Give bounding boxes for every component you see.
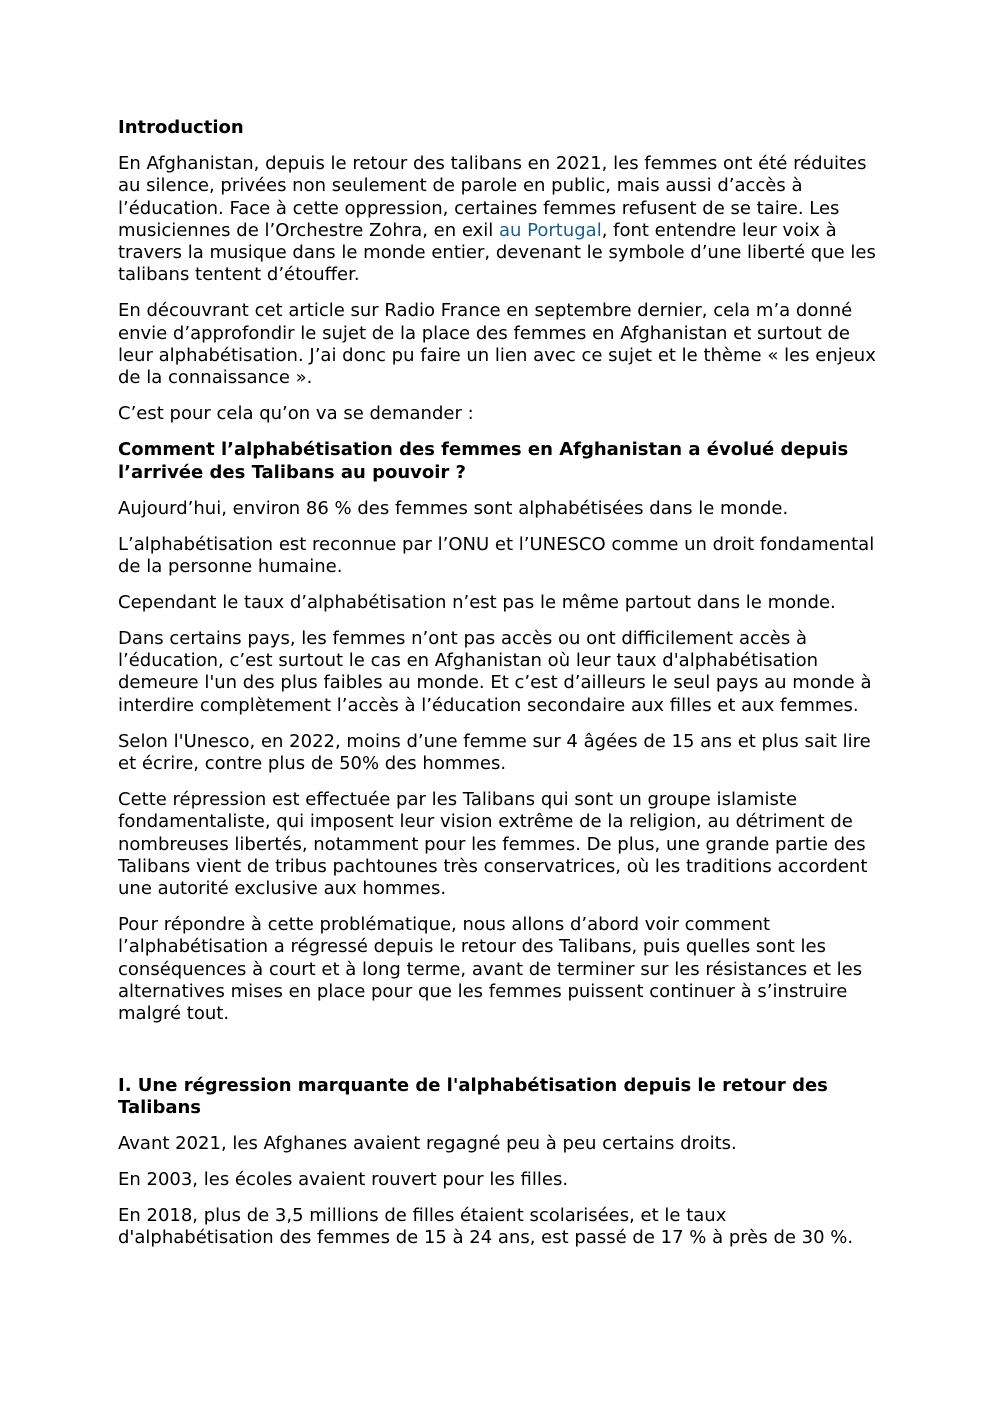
intro-paragraph-6: Cependant le taux d’alphabétisation n’est pas le même partout dans le monde. xyxy=(118,591,836,613)
section-1-paragraph-1: Avant 2021, les Afghanes avaient regagné peu à peu certains droits. xyxy=(118,1132,737,1154)
section-1-paragraph-2: En 2003, les écoles avaient rouvert pour les filles. xyxy=(118,1168,569,1190)
research-question: Comment l’alphabétisation des femmes en Afghanistan a évolué depuis l’arrivée des Talibans au pouvoir ? xyxy=(118,439,849,483)
document-page xyxy=(118,117,878,1263)
portugal-link[interactable]: au Portugal xyxy=(498,219,602,241)
section-1-heading: I. Une régression marquante de l'alphabétisation depuis le retour des Talibans xyxy=(118,1074,828,1118)
intro-paragraph-5: L’alphabétisation est reconnue par l’ONU et l’UNESCO comme un droit fondamental de la personne humaine. xyxy=(118,533,875,577)
intro-heading: Introduction xyxy=(118,117,244,138)
intro-paragraph-4: Aujourd’hui, environ 86 % des femmes sont alphabétisées dans le monde. xyxy=(118,497,789,519)
intro-paragraph-1 xyxy=(118,153,878,287)
intro-paragraph-7: Dans certains pays, les femmes n’ont pas accès ou ont difficilement accès à l’éducation, c’est surtout le cas en Afghanistan où leur taux d'alphabétisation demeure l'un des plus faibles au monde. Et c’est d’ailleurs le seul pays au monde à interdire complètement l’accès à l’éducation secondaire aux filles et aux femmes. xyxy=(118,627,872,716)
section-1-paragraph-3: En 2018, plus de 3,5 millions de filles étaient scolarisées, et le taux d'alphabétisation des femmes de 15 à 24 ans, est passé de 17 % à près de 30 %. xyxy=(118,1204,854,1249)
intro-paragraph-1-text-before: En Afghanistan, depuis le retour des talibans en 2021, les femmes ont été réduites au silence, privées non seulement de parole en public, mais aussi d’accès à l’éducation. Face à cette oppression, certaines femmes refusent de se taire. Les musiciennes de l’Orchestre Zohra, en exil xyxy=(118,152,867,241)
intro-paragraph-3: C’est pour cela qu’on va se demander : xyxy=(118,403,474,425)
intro-paragraph-8: Selon l'Unesco, en 2022, moins d’une femme sur 4 âgées de 15 ans et plus sait lire et écrire, contre plus de 50% des hommes. xyxy=(118,730,871,775)
intro-paragraph-10: Pour répondre à cette problématique, nous allons d’abord voir comment l’alphabétisation a régressé depuis le retour des Talibans, puis quelles sont les conséquences à court et à long terme, avant de terminer sur les résistances et les alternatives mises en place pour que les femmes puissent continuer à s’instruire malgré tout. xyxy=(118,914,863,1025)
intro-paragraph-1-text-after: , font entendre leur voix à travers la musique dans le monde entier, devenant le symbole d’une liberté que les talibans tentent d’étouffer. xyxy=(118,219,876,286)
intro-paragraph-9: Cette répression est effectuée par les Talibans qui sont un groupe islamiste fondamentaliste, qui imposent leur vision extrême de la religion, au détriment de nombreuses libertés, notamment pour les femmes. De plus, une grande partie des Talibans vient de tribus pachtounes très conservatrices, où les traditions accordent une autorité exclusive aux hommes. xyxy=(118,789,868,900)
intro-paragraph-2: En découvrant cet article sur Radio France en septembre dernier, cela m’a donné envie d’approfondir le sujet de la place des femmes en Afghanistan et surtout de leur alphabétisation. J’ai donc pu faire un lien avec ce sujet et le thème « les enjeux de la connaissance ». xyxy=(118,300,876,389)
